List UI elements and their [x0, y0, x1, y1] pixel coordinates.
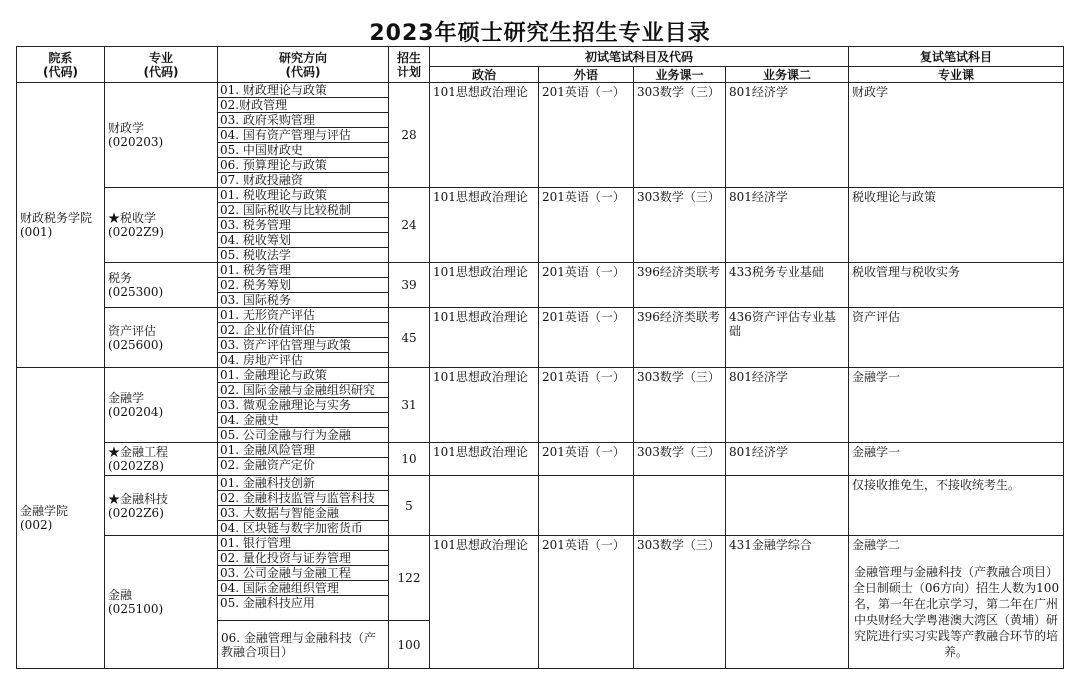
direction-item: 03. 微观金融理论与实务 — [218, 398, 388, 413]
retest-cell: 金融学一 — [849, 443, 1064, 476]
direction-item: 01. 税务管理 — [218, 263, 388, 278]
course2-cell: 801经济学 — [726, 443, 849, 476]
major-cell: ★金融工程 (0202Z8) — [105, 443, 218, 476]
direction-item: 03. 大数据与智能金融 — [218, 506, 388, 521]
direction-item: 01. 财政理论与政策 — [218, 83, 388, 98]
quota-cell: 10 — [389, 443, 430, 476]
direction-item: 03. 资产评估管理与政策 — [218, 338, 388, 353]
foreign-cell — [539, 476, 634, 536]
retest-cell: 财政学 — [849, 83, 1064, 188]
politics-cell — [430, 476, 539, 536]
direction-item: 03. 公司金融与金融工程 — [218, 566, 388, 581]
retest-cell: 仅接收推免生，不接收统考生。 — [849, 476, 1064, 536]
header-direction: 研究方向 (代码) — [218, 47, 389, 83]
foreign-cell: 201英语（一） — [539, 443, 634, 476]
foreign-cell: 201英语（一） — [539, 263, 634, 308]
school-cell: 财政税务学院 (001) — [17, 83, 105, 368]
retest-cell: 金融学一 — [849, 368, 1064, 443]
course1-cell: 303数学（三） — [634, 188, 726, 263]
quota-cell: 24 — [389, 188, 430, 263]
direction-item: 03. 国际税务 — [220, 293, 291, 307]
direction-item: 02. 金融科技监管与监管科技 — [218, 491, 388, 506]
table-row — [17, 368, 1064, 443]
politics-cell: 101思想政治理论 — [430, 536, 539, 669]
course1-cell: 303数学（三） — [634, 443, 726, 476]
direction-item: 02. 国际税收与比较税制 — [218, 203, 388, 218]
direction-item: 01. 金融理论与政策 — [218, 368, 388, 383]
major-cell: 税务 (025300) — [105, 263, 218, 308]
table-row — [17, 263, 1064, 308]
direction-item: 04. 税收筹划 — [218, 233, 388, 248]
quota-cell: 31 — [389, 368, 430, 443]
course1-cell — [634, 476, 726, 536]
retest-cell: 税收理论与政策 — [849, 188, 1064, 263]
foreign-cell: 201英语（一） — [539, 368, 634, 443]
table-row — [17, 536, 1064, 621]
header-politics: 政治 — [430, 67, 539, 83]
direction-list — [218, 263, 389, 308]
direction-item: 02.财政管理 — [218, 98, 388, 113]
course2-cell: 433税务专业基础 — [726, 263, 849, 308]
header-professional: 专业课 — [849, 67, 1064, 83]
quota-cell: 45 — [389, 308, 430, 368]
direction-item: 07. 财政投融资 — [220, 173, 303, 187]
header-quota: 招生 计划 — [389, 47, 430, 83]
major-cell: ★税收学 (0202Z9) — [105, 188, 218, 263]
course1-cell: 396经济类联考 — [634, 263, 726, 308]
direction-item: 02. 金融资产定价 — [220, 458, 315, 472]
direction-item: 03. 政府采购管理 — [218, 113, 388, 128]
politics-cell: 101思想政治理论 — [430, 443, 539, 476]
politics-cell: 101思想政治理论 — [430, 308, 539, 368]
course1-cell: 303数学（三） — [634, 83, 726, 188]
politics-cell: 101思想政治理论 — [430, 368, 539, 443]
header-retest: 复试笔试科目 — [849, 47, 1064, 67]
direction-list — [218, 83, 389, 188]
direction-item: 01. 银行管理 — [218, 536, 388, 551]
direction-item: 02. 税务筹划 — [218, 278, 388, 293]
direction-item: 06. 预算理论与政策 — [218, 158, 388, 173]
course1-cell: 303数学（三） — [634, 536, 726, 669]
politics-cell: 101思想政治理论 — [430, 263, 539, 308]
header-initial-exam: 初试笔试科目及代码 — [430, 47, 849, 67]
retest-note: 金融管理与金融科技（产教融合项目）全日制硕士（06方向）招生人数为100名，第一年在北京学习，第二年在广州中央财经大学粤港澳大湾区（黄埔）研究院进行实习实践等产教融合环节的培养。 — [852, 565, 1060, 659]
major-cell: ★金融科技 (0202Z6) — [105, 476, 218, 536]
direction-list — [218, 188, 389, 263]
course2-cell — [726, 476, 849, 536]
direction-item: 01. 无形资产评估 — [218, 308, 388, 323]
direction-item: 05. 金融科技应用 — [220, 596, 315, 610]
course2-cell: 436资产评估专业基础 — [726, 308, 849, 368]
quota-cell: 39 — [389, 263, 430, 308]
direction-item: 05. 税收法学 — [220, 248, 291, 262]
politics-cell: 101思想政治理论 — [430, 83, 539, 188]
direction-item: 05. 公司金融与行为金融 — [220, 428, 351, 442]
direction-item: 02. 企业价值评估 — [218, 323, 388, 338]
quota-cell: 5 — [389, 476, 430, 536]
retest-cell: 资产评估 — [849, 308, 1064, 368]
header-school: 院系 (代码) — [17, 47, 105, 83]
direction-item: 04. 国际金融组织管理 — [218, 581, 388, 596]
retest-subject: 金融学二 — [852, 538, 901, 552]
politics-cell: 101思想政治理论 — [430, 188, 539, 263]
table-row — [17, 476, 1064, 536]
retest-cell: 税收管理与税收实务 — [849, 263, 1064, 308]
direction-item: 04. 区块链与数字加密货币 — [220, 521, 363, 535]
major-cell: 金融 (025100) — [105, 536, 218, 669]
course2-cell: 801经济学 — [726, 83, 849, 188]
direction-item: 04. 房地产评估 — [220, 353, 303, 367]
direction-item: 04. 国有资产管理与评估 — [218, 128, 388, 143]
direction-item: 02. 国际金融与金融组织研究 — [218, 383, 388, 398]
course2-cell: 431金融学综合 — [726, 536, 849, 669]
retest-cell — [849, 536, 1064, 669]
header-course1: 业务课一 — [634, 67, 726, 83]
course2-cell: 801经济学 — [726, 368, 849, 443]
table-row — [17, 83, 1064, 188]
direction-item: 06. 金融管理与金融科技（产教融合项目） — [218, 621, 389, 669]
direction-list — [218, 443, 389, 476]
direction-item: 02. 量化投资与证券管理 — [218, 551, 388, 566]
foreign-cell: 201英语（一） — [539, 308, 634, 368]
table-row — [17, 188, 1064, 263]
direction-item: 01. 金融风险管理 — [218, 443, 388, 458]
quota-cell: 28 — [389, 83, 430, 188]
table-row — [17, 443, 1064, 476]
course1-cell: 303数学（三） — [634, 368, 726, 443]
catalog-table — [16, 46, 1064, 669]
direction-item: 01. 金融科技创新 — [218, 476, 388, 491]
quota-cell: 100 — [389, 621, 430, 669]
direction-list — [218, 536, 389, 621]
major-cell: 财政学 (020203) — [105, 83, 218, 188]
major-cell: 资产评估 (025600) — [105, 308, 218, 368]
table-row — [17, 308, 1064, 368]
direction-item: 01. 税收理论与政策 — [218, 188, 388, 203]
direction-list — [218, 368, 389, 443]
course1-cell: 396经济类联考 — [634, 308, 726, 368]
header-foreign: 外语 — [539, 67, 634, 83]
page-title: 2023年硕士研究生招生专业目录 — [369, 21, 711, 46]
foreign-cell: 201英语（一） — [539, 536, 634, 669]
direction-item: 03. 税务管理 — [218, 218, 388, 233]
school-cell: 金融学院 (002) — [17, 368, 105, 669]
header-course2: 业务课二 — [726, 67, 849, 83]
direction-list — [218, 308, 389, 368]
direction-item: 04. 金融史 — [218, 413, 388, 428]
header-major: 专业 (代码) — [105, 47, 218, 83]
foreign-cell: 201英语（一） — [539, 188, 634, 263]
direction-list — [218, 476, 389, 536]
direction-item: 05. 中国财政史 — [218, 143, 388, 158]
major-cell: 金融学 (020204) — [105, 368, 218, 443]
quota-cell: 122 — [389, 536, 430, 621]
foreign-cell: 201英语（一） — [539, 83, 634, 188]
course2-cell: 801经济学 — [726, 188, 849, 263]
